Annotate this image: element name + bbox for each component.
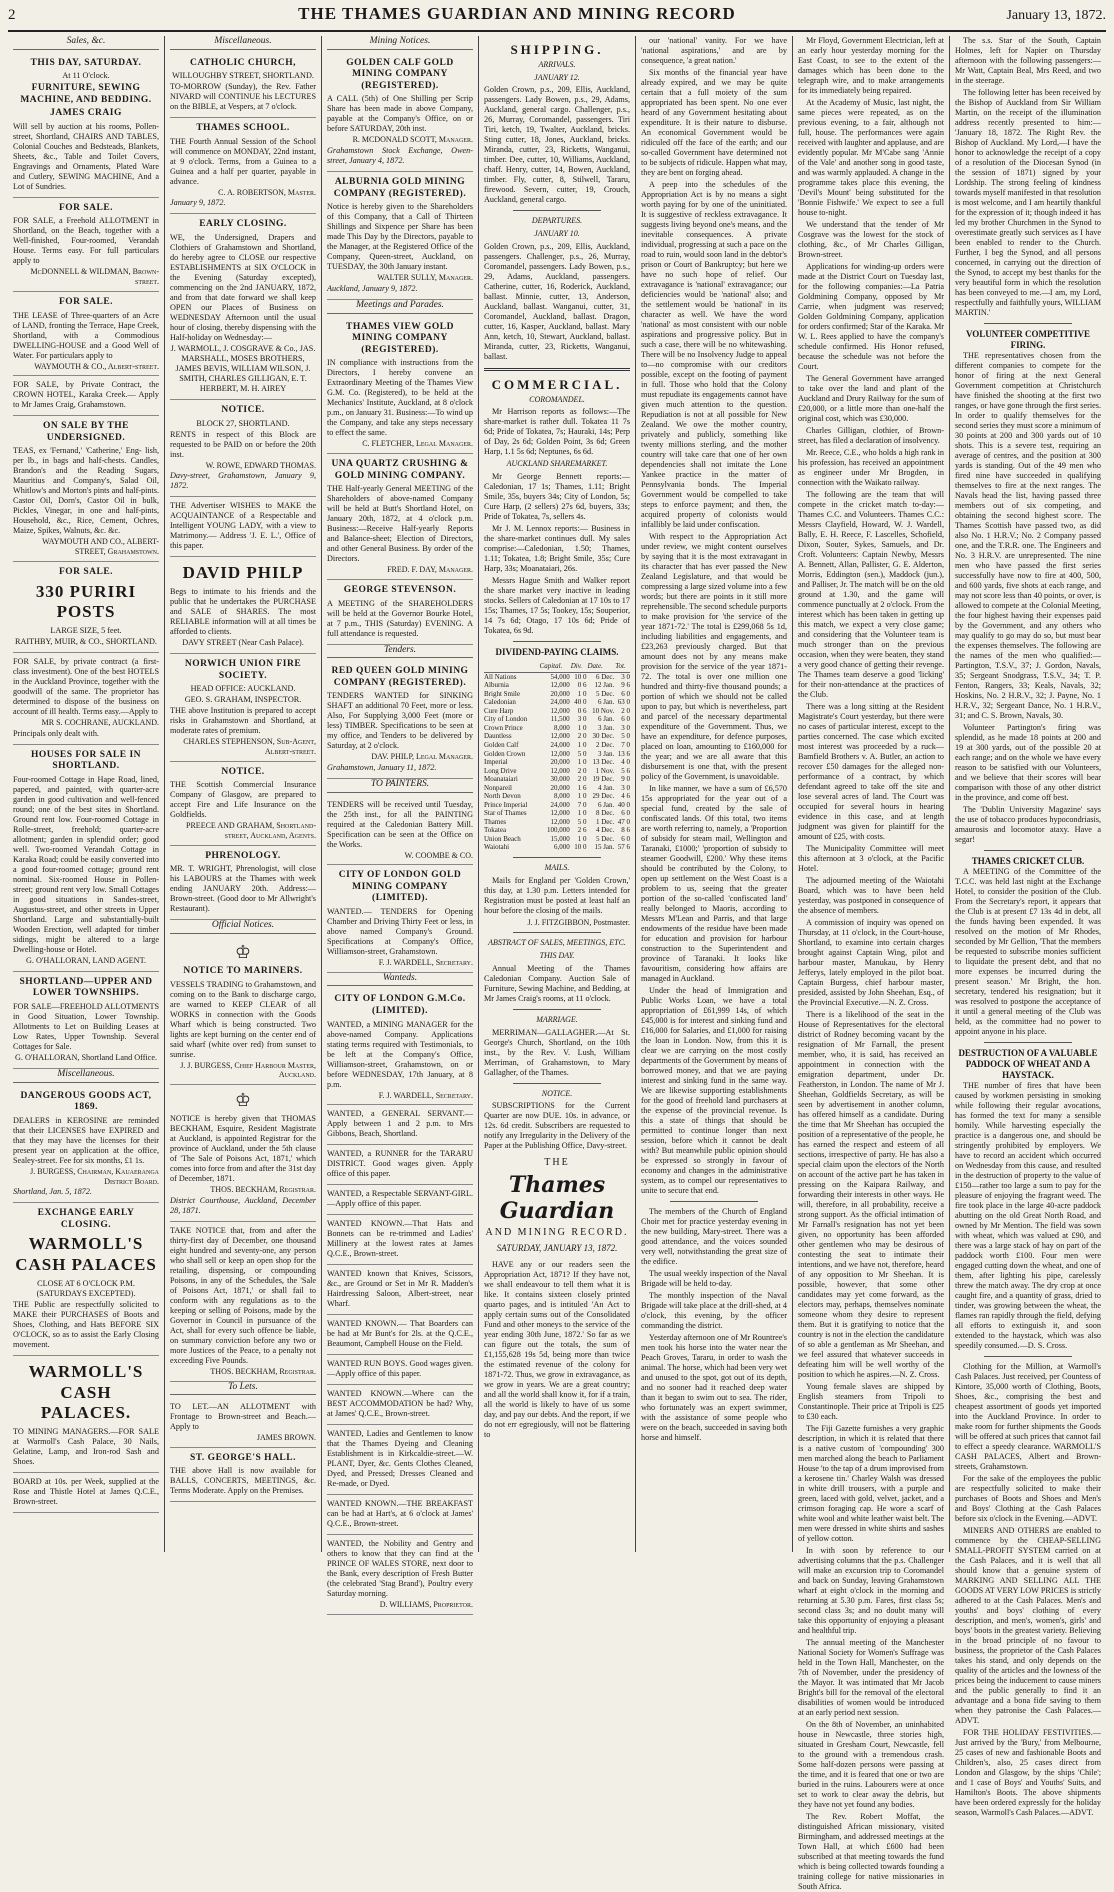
- table-cell: 3 0: [621, 672, 630, 681]
- advertisement: ALBURNIA GOLD MINING COMPANY (REGISTERED). Notice is hereby given to the Shareholders of this Company, that a Call of Thirteen Shillings and Sixpence per Share has been made This Day by the Directors, payable to the Manager, at the Registered Office of the Company, Queen-street, Auckland, on TUESDAY, the 30th January instant. WALTER SULLY, Manager. Auckland, January 9, 1872.: [327, 172, 473, 300]
- table-cell: 12,000: [550, 809, 570, 818]
- table-cell: 1 Dec.: [596, 817, 615, 826]
- section-heading: Sales, &c.: [13, 36, 159, 50]
- advertisement: FOR SALE, by Private Contract, the CROWN HOTEL, Karaka Creek.— Apply to Mr James Craig, Grahamstown.: [13, 376, 159, 416]
- table-cell: Long Drive: [484, 766, 517, 775]
- table-row: [484, 750, 630, 759]
- table-cell: 6 0: [621, 689, 630, 698]
- table-cell: 6 Jan.: [597, 800, 615, 809]
- table-cell: 2 0: [621, 706, 630, 715]
- table-cell: 30 Dec.: [592, 732, 615, 741]
- table-row: [484, 758, 630, 767]
- table-cell: 8 6: [621, 826, 630, 835]
- table-cell: 57 6: [617, 843, 630, 852]
- advertisement: WANTED, Ladies and Gentlemen to know that the Thames Dyeing and Cleaning Establishment is in Kirkcaldie-street.—W. PLANT, Dyer, &c. Gents Clothes Cleaned, Dyed, and Pressed; Dresses Cleaned and Re-made, or Dyed.: [327, 1425, 473, 1495]
- table-cell: 12,000: [550, 817, 570, 826]
- table-cell: 2 0: [577, 775, 587, 784]
- table-cell: Alburnia: [484, 681, 509, 690]
- table-cell: 6 Jan.: [597, 698, 615, 707]
- table-cell: 12,000: [550, 749, 570, 758]
- advertisement: NOTICE. BLOCK 27, SHORTLAND. RENTS in respect of this Block are requested to be PAID on or before the 20th inst. W. ROWE, EDWARD THOMAS. Davy-street, Grahamstown, January 9, 1872.: [170, 400, 316, 497]
- table-cell: 4 Jan.: [597, 783, 615, 792]
- advertisement: FOR SALE, by private contract (a first-class investment). One of the best HOTELS in the Auckland Province, together with the goodwill of the same. The proprietor has determined to dispose of the business on account of ill health. Terms easy.—Apply to MR S. COCHRANE, AUCKLAND. Principals only dealt with.: [13, 653, 159, 745]
- table-cell: 1 Nov.: [595, 766, 615, 775]
- advertisement: ON SALE BY THE UNDERSIGNED. TEAS, ex 'Fernand,' 'Catherine,' Eng- lish, per lb., in bags and half-chests. Candles, Brandon's and the Reading Sugars, Mauritius and Company's, Salad Oil, Whitlow's and Morton's pints and half-pints. Castor Oil, Dorn's, Castor Oil in bulk, Pickles, Vinegar, in one and half-pints, Household, &c., Rice, Cement, Ochres, Maize, Spikes, Walnuts, &c. &c. WAYMOUTH AND CO., ALBERT-STREET, Grahamstown.: [13, 416, 159, 562]
- table-cell: 30,000: [550, 775, 570, 784]
- table-row: [484, 724, 630, 733]
- table-cell: 6 Jan.: [597, 715, 615, 724]
- advertisement: WARMOLL'S CASH PALACES. TO MINING MANAGERS.—FOR SALE at Warmoll's Cash Palace, 30 Nails, Gelatine, Lamp, and Iron-rod Sash and Shoes.: [13, 1356, 159, 1473]
- table-cell: 9 0: [621, 775, 630, 784]
- table-cell: Cure Harp: [484, 706, 514, 715]
- table-cell: 15,000: [550, 834, 570, 843]
- table-cell: 24,000: [550, 800, 570, 809]
- advertisement: RED QUEEN GOLD MINING COMPANY (REGISTERED). TENDERS WANTED for SINKING SHAFT an additional 70 Feet, more or less. Also, For Supplying 3,000 Feet (more or less) TIMBER. Specifications to be seen at my office, and Tenders to be delivered by Saturday, at 2 o'clock. DAV. PHILP, Legal Manager. Grahamstown, January 11, 1872.: [327, 661, 473, 779]
- advertisement: EARLY CLOSING. WE, the Undersigned, Drapers and Clothiers of Grahamstown and Shortland, do hereby agree to CLOSE our respective ESTABLISHMENTS at SIX O'CLOCK in the Evening (Saturday excepted), commencing on the 2nd JANUARY, 1872, and from that date forward we shall keep OPEN our Places of Business on WEDNESDAY Afternoon until the usual hour of closing, thereby dispensing with the Half-holiday on Wednesday:— J. WARMOLL, J. COSGRAVE & Co., JAS. MARSHALL, MOSES BROTHERS, JAMES BEVIS, WILLIAM WILSON, J. SMITH, CHARLES GILLIGAN, E. T. HERBERT, M. H. AIREY: [170, 214, 316, 400]
- advertisement: FOR SALE. 330 PURIRI POSTS LARGE SIZE, 5 feet. RAITHBY, MUIR, & CO., SHORTLAND.: [13, 562, 159, 653]
- table-row: [484, 698, 630, 707]
- page-number: 2: [8, 7, 16, 23]
- table-row: [484, 843, 630, 852]
- table-row: [484, 715, 630, 724]
- table-cell: 20,000: [550, 689, 570, 698]
- advertisement: EXCHANGE EARLY CLOSING. WARMOLL'S CASH PALACES CLOSE AT 6 O'CLOCK P.M. (SATURDAYS EXCEPTED). THE Public are respectfully solicited to MAKE their PURCHASES of Boots and Shoes, Clothing, and Hats BEFORE SIX O'CLOCK, so as to assist the Early Closing movement.: [13, 1203, 159, 1356]
- table-cell: 12,000: [550, 681, 570, 690]
- table-row: [484, 767, 630, 776]
- table-row: [484, 801, 630, 810]
- table-row: [484, 784, 630, 793]
- advertisement: GEORGE STEVENSON. A MEETING of the SHAREHOLDERS will be held at the Governor Bourke Hotel, at 7 p.m., THIS (Saturday) EVENING. A full attendance is requested.: [327, 580, 473, 645]
- royal-crest-icon: ♔: [234, 942, 252, 963]
- table-cell: 6 0: [621, 834, 630, 843]
- table-cell: 10 Nov.: [592, 706, 615, 715]
- section-heading: TO PAINTERS.: [327, 779, 473, 793]
- article-heading: THAMES CRICKET CLUB.: [971, 855, 1085, 866]
- advertisement: NORWICH UNION FIRE SOCIETY. HEAD OFFICE: AUCKLAND. GEO. S. GRAHAM, INSPECTOR. THE above Institution is prepared to accept risks in Grahamstown and Shortland, at moderate rates of premium. CHARLES STEPHENSON, Sub-Agent, Albert-street.: [170, 654, 316, 762]
- table-cell: 3 0: [621, 723, 630, 732]
- table-cell: 20,000: [550, 783, 570, 792]
- table-cell: 7 0: [621, 740, 630, 749]
- table-cell: 1 0: [577, 689, 587, 698]
- table-cell: 8,000: [553, 723, 570, 732]
- table-cell: North Devon: [484, 792, 521, 801]
- table-cell: 1 0: [577, 758, 587, 767]
- advertisement: CITY OF LONDON GOLD MINING COMPANY (LIMITED). WANTED.— TENDERS for Opening Chamber and Driving Thirty Feet or less, in above named Company's Ground. Specifications at Company's Office, Williamson-street, Grahamstown. F. J. WARDELL, Secretary.: [327, 865, 473, 972]
- table-row: [484, 707, 630, 716]
- table-cell: 5 0: [577, 749, 587, 758]
- table-cell: 11,500: [550, 715, 570, 724]
- table-cell: 12,000: [550, 706, 570, 715]
- shipping-heading: SHIPPING.: [510, 42, 604, 57]
- column-5: our 'national' vanity. For we have 'national aspirations,' and are by consequence, 'a great nation.' Six months of the financial year have already expired, and we may be quite certain that a full moiety of the sum appropriated has been spent. No one ever heard of any Government hesitating about expenditure. It is their nature to disburse. An economical Government would be ridiculed off the face of the earth; and our so-called Government have determined not to be subjects of ridicule. Happen what may, they are bent on forging ahead. A peep into the schedules of the Appropriation Act is by no means a sight worth paying for by one of the uninitiated. It is suggestive of reckless extravagance. It suggests living beyond one's means, and the inevitable consequences. A private individual, progressing at such a pace on the road to ruin, would soon land in the debtor's prison or Court of Bankruptcy; but here we have no such hope of relief. Our extravagance is 'national' extravagance; our deficiencies would be 'national' also; and the settlement would be 'national' in its character as well. We have the word 'national' as most consistent with our noble aspirations and progressive policy. But in such a case, there will be no whitewashing. There will be no Insolvency Judge to appeal to—no compromise with our creditors possible, except on the footing of payment in full. Those who hold that the Colony must repudiate its engagements cannot have given much attention to the question. Repudiation is not at all possible for New Zealand. We owe the mother country, privately and publicly, something like twenty millions sterling, and the mother country will take care that one of her own dependencies shall not imitate the Lone Yankee practice in the matter of Pennsylvania bonds. The Imperial Government would be compelled to take steps to enforce payment; and then, the acquired property of colonists would infallibly be laid under confiscation. With respect to the Appropriation Act under review, we might content ourselves by saying that it is the most extravagant in its character that has ever passed the New Zealand Legislature, and that would be compressing a large sized volume into a few words; but there are points in it still more reprehensible. The second schedule purports to make provision for 'the service of the year 1871-72.' The total is £299,068 5s 1d, including liabilities and engagements, and £23,263 previously charged. But that amount does not by any means make provision for the service of the year 1871-72. The total is over one million one hundred and thirty-five thousand pounds; a portion of which we should not be called upon to pay, but which is nevertheless, part and parcel of the necessary departmental expenditure of the Government. Thus, we have an expenditure, for defence purposes, placed on loan, amounting to £160,000 for the year; and we are all aware that this disbursement is one that, with the present policy of the Government, is unavoidable. In like manner, we have a sum of £6,570 15s appropriated for the year out of a special fund, created by the sale of confiscated lands. Of this total, two items are worth referring to, namely, a 'Proportion of subsidy for steam mail, Wellington and Taranaki, £1000;' 'proportion of subsidy to steamer Goodwill, £200.' Why these items should be contributed by the Colony, to open up settlement on the West Coast is a problem to us, seeing that the greater portion of the so-called 'confiscated land' really belonged to Maoris, according to Messrs M'Lean and Parris, and that large endowments of the residue have been made for education and provision for harbour construction to the Superintendent and province of Taranaki. It looks like favouritism, considering how affairs are managed in Auckland. Under the head of Immigration and Public Works Loan, we have a total appropriation of £61,999 14s, of which £45,000 is for interest and sinking fund and £16,000 for Salaries, and £1,000 for raising the loan in London. Now, from this it is clear we are carrying on the most costly departments of the Government by means of borrowed money, and that we are paying interest and sinking fund in the same way. We are likewise supporting establishments for the good of freehold land purchasers at the expense of the provincial revenue. Is this a state of things that should be permitted to continue longer than next session, before which it cannot be dealt with? But meanwhile public opinion should be expressed so strongly in favour of economy and changes in the administrative system, as to compel our representatives to unite to secure that end. The members of the Church of England Choir met for practice yesterday evening in the new building, Mary-street. There was a good attendance, and the voices sounded very well, notwithstanding the great size of the edifice. The usual weekly inspection of the Naval Brigade will be held to-day. The monthly inspection of the Naval Brigade will take place at the drill-shed, at 4 o'clock, this evening, by the officer commanding the district. Yesterday afternoon one of Mr Rountree's men took his horse into the water near the Peach Groves, Tararu, in order to wash the animal. The horse, which had been very wet and unused to the spot, got out of its depth, and no sooner had it reached deep water than it began to swim out to sea. The rider, who fortunately was an expert swimmer, with the assistance of some people who were on the beach, succeeded in saving both horse and himself.: [636, 36, 793, 1552]
- table-header: Tot.: [614, 661, 630, 672]
- advertisement: WANTED, the Nobility and Gentry and others to know that they can find at the PRINCE OF WALES STORE, next door to the Bank, every description of Fresh Butter (the celebrated 'Stag Brand'), Poultry every Saturday morning. D. WILLIAMS, Proprietor.: [327, 1535, 473, 1615]
- table-cell: Star of Thames: [484, 809, 527, 818]
- table-row: [484, 818, 630, 827]
- table-cell: 5 0: [621, 732, 630, 741]
- table-cell: 4 0: [621, 758, 630, 767]
- table-row: [484, 681, 630, 690]
- issue-date: January 13, 1872.: [1006, 8, 1106, 23]
- advertisement: BOARD at 10s. per Week, supplied at the Rose and Thistle Hotel at James Q.C.E., Brown-street.: [13, 1473, 159, 1513]
- article-heading: DESTRUCTION OF A VALUABLE PADDOCK OF WHEAT AND A HAYSTACK.: [958, 1047, 1098, 1080]
- table-cell: 12 Jan.: [594, 681, 615, 690]
- table-cell: 2 0: [577, 732, 587, 741]
- table-cell: 3 Jan.: [597, 749, 615, 758]
- table-cell: 4 Dec.: [596, 826, 615, 835]
- table-cell: 5 6: [621, 766, 630, 775]
- advertisement: HOUSES FOR SALE IN SHORTLAND. Four-roomed Cottage in Hape Road, lined, papered, and painted, with quarter-acre garden in good cultivation and well-fenced round; one of the best sites in Shortland. Ground rent low. Four-roomed Cottage in Rolle-street, freehold; quarter-acre allotment; garden in splendid order; good well. Two-roomed Verandah Cottage in Karaka Road; could be easily converted into a good four-roomed cottage; ground rent nominal. Six-roomed House in Pollen-street; ground rent very low. Small Cottages in good situations in Sandes-street, Augustus-street, and other streets in Upper Shortland. Large and substantially-built Wooden Erection, well adapted for timber sidings, might be altered to a large Dwelling-house or Hotel. G. O'HALLORAN, LAND AGENT.: [13, 745, 159, 972]
- table-cell: 19 Dec.: [592, 775, 615, 784]
- columns: [8, 36, 1106, 1891]
- table-cell: 1 0: [577, 834, 587, 843]
- advertisement: FOR SALE. FOR SALE, a Freehold ALLOTMENT in Shortland, on the Beach, together with a Well-finished, Four-roomed, Verandah House. Terms easy. For full particulars apply to McDONNELL & WILDMAN, Brown-street.: [13, 198, 159, 292]
- royal-crest-icon: ♔: [234, 1090, 252, 1111]
- table-cell: 1 0: [577, 740, 587, 749]
- table-cell: Prince Imperial: [484, 800, 528, 809]
- section-heading: Tenders.: [327, 645, 473, 659]
- table-cell: 12,000: [550, 766, 570, 775]
- table-cell: 2 Dec.: [596, 740, 615, 749]
- table-row: [484, 775, 630, 784]
- advertisement: WANTED KNOWN.—Where can the BEST ACCOMMODATION be had? Why, at James' Q.C.E., Brown-street.: [327, 1385, 473, 1425]
- table-cell: 100,000: [546, 826, 570, 835]
- table-cell: Moanataiari: [484, 775, 518, 784]
- advertisement: WANTED known that Knives, Scissors, &c., are Ground or Set in Mr R. Madden's Hairdressing Saloon, Albert-street, near Wharf.: [327, 1265, 473, 1315]
- article-heading: VOLUNTEER COMPETITIVE FIRING.: [965, 329, 1091, 350]
- table-cell: 0 6: [577, 681, 587, 690]
- advertisement: UNA QUARTZ CRUSHING & GOLD MINING COMPANY. THE Half-yearly General MEETING of the Shareholders of above-named Company will be held at Butt's Shortland Hotel, on January 20th, 1872, at 4 o'clock p.m. Business:—Receive Half-yearly Reports and Balance-sheet; Election of Directors, and other General Business. By order of the Directors. FRED. F. DAY, Manager.: [327, 454, 473, 580]
- table-cell: 40 0: [574, 698, 587, 707]
- table-cell: 2 0: [577, 766, 587, 775]
- table-cell: Dauntless: [484, 732, 512, 741]
- table-header: Capital.: [539, 661, 570, 672]
- advertisement: THIS DAY, SATURDAY. At 11 O'clock. FURNITURE, SEWING MACHINE, AND BEDDING. JAMES CRAIG Will sell by auction at his rooms, Pollen-street, Shortland, CHAIRS AND TABLES, Colonial Couches and Bedsteads, Blankets, Sheets, &c., Table and Toilet Covers, Engravings and Ornaments, Plated Ware and Cutlery, SEWING MACHINE, And a Lot of Sundries.: [13, 53, 159, 198]
- table-cell: 63 0: [617, 698, 630, 707]
- table-row: [484, 732, 630, 741]
- advertisement: WANTED RUN BOYS. Good wages given.—Apply office of this paper.: [327, 1355, 473, 1385]
- table-cell: Golden Calf: [484, 740, 519, 749]
- table-cell: 6,000: [553, 843, 570, 852]
- table-row: [484, 826, 630, 835]
- advertisement: TENDERS will be received until Tuesday, the 25th inst., for all the PAINTING required at the Caledonian Battery Mill. Specification can be seen at the Office on the Works. W. COOMBE & CO.: [327, 796, 473, 866]
- table-cell: 1 0: [577, 809, 587, 818]
- advertisement: THAMES VIEW GOLD MINING COMPANY (REGISTERED). IN compliance with instructions from the Directors, I hereby convene an Extraordinary Meeting of the Thames View G.M. Co. (Registered), to be held at the Mechanics' Institute, Auckland, at 8 o'clock p.m., on January 31. Business:—To wind up the Company, and take any steps necessary to effect the same. C. FLETCHER, Legal Manager.: [327, 317, 473, 454]
- table-cell: 6 Dec.: [596, 672, 615, 681]
- table-cell: 8,000: [553, 792, 570, 801]
- table-cell: 9 6: [621, 681, 630, 690]
- table-cell: 3 0: [577, 715, 587, 724]
- advertisement: ♔ NOTICE TO MARINERS. VESSELS TRADING to Grahamstown, and coming on to the Bank to discharge cargo, are warned to KEEP CLEAR of all WORKS in connection with the Goods Wharf which is being constructed. Two lights are kept burning on the center end of said wharf (white over red) from sunset to sunrise. J. J. BURGESS, Chief Harbour Master, Auckland.: [170, 937, 316, 1085]
- column-3: [322, 36, 479, 1610]
- table-cell: 1 0: [577, 723, 587, 732]
- column-2: [165, 36, 322, 1552]
- advertisement: NOTICE. THE Scottish Commercial Insurance Company of Glasgow, are prepared to accept Fire and Life Insurance on the Goldfields. PREECE AND GRAHAM, Shortland-street, Auckland, Agents.: [170, 762, 316, 846]
- section-heading: Meetings and Parades.: [327, 300, 473, 314]
- table-header: [484, 661, 539, 672]
- table-cell: Nonpareil: [484, 783, 512, 792]
- masthead: [8, 4, 1106, 32]
- table-cell: Union Beach: [484, 834, 521, 843]
- advertisement: TAKE NOTICE that, from and after the thirty-first day of December, one thousand eight hundred and seventy-one, any person who shall sell or keep an open shop for the retailing, dispensing, or compounding Poisons, in any of the Schedules, the 'Sale of Poisons Act, 1871,' or shall fail to conform with any regulations as to the keeping or selling of Poisons, made by the Governor in Council in pursuance of the Act, shall for every such offence be liable, on summary conviction before any two or more Justices of the Peace, to a penalty not exceeding Five Pounds. THOS. BECKHAM, Registrar.: [170, 1222, 316, 1382]
- table-cell: Thames: [484, 817, 507, 826]
- column-6: Mr Floyd, Government Electrician, left at an early hour yesterday morning for the East Coast, to see to the extent of the damages which has been done to the telegraph wire, and to make arrangements for its immediately being repaired. At the Academy of Music, last night, the same pieces were repeated, as on the previous evening, to a fair, although not full, house. The performances were again received with laughter and applause, and are evidently popular. Mr M'Cabe sang 'Annie of the Vale' and another song in good taste, and was warmly applauded. A change in the programme takes place this evening, the 'Devil's Mount' being substituted for the 'Bonnie Fishwife.' We expect to see a full house to-night. We understand that the tender of Mr Cosgrave was the lowest for the stock of clothing, &c., of Mr Charles Gilligan, Brown-street. Applications for winding-up orders were made at the District Court on Tuesday last, for the following companies:—La Patria Goldmining Company, opposed by Mr Carrie, when judgment was reserved; Golden Goldmining Company, application for orders confirmed; Star of the Karaka. Mr W. L. Rees applied to have the company's schedule confirmed. His Honor refused, because the schedule was not before the Court. The General Government have arranged to take over the land and plant of the Auckland and Drury Railway for the sum of £20,000, or a little more than one-half the original cost, which was £30,000. Charles Gilligan, clothier, of Brown-street, has filed a declaration of insolvency. Mr. Reece, C.E., who holds a high rank in his profession, has received an appointment as engineer under Mr Brogden, in connection with the Waikato railway. The following are the team that will compete in the cricket match to-day:—Thames C.C. and Volunteers. Thames C.C.: Messrs Clayfield, Howard, W. J. Wardell, Bally, E. H. Reece, F. Lascelles, Schofield, Dixon, Souter, Sykes, Samuels, and Dr. Croft. Volunteers: Captain Newby, Messrs A. Bennett, Allan, Pallister, G. E. Alderton, Morris, Eddington (sen.), Maddock (jun.), and Palliser, Jr. The match will be on the old ground at 1.30, and the game will commence punctually at 2 o'clock. From the interest which has been taken in getting up this match, we expect a very close game; and considering that the Volunteer team is much stronger than on the previous occasion, when they were beaten, they stand a very good chance of getting their revenge. The Thames team deserve a good 'licking' for their non-attendance at the practices of the Club. There was a long sitting at the Resident Magistrate's Court yesterday, but there were no cases of particular interest, except to the parties concerned. The case which excited most interest was proceeded by a ruck— Bamfield Brothers v. A. Butler, an action to recover £50 damages for the alleged non-performance of a contract, by which defendant agreed to take off the site and lose several acres of land. The Court was occupied for several hours in hearing evidence in this case, and at length judgment was given for plaintiff for the amount of £25, with costs. The Municipality Committee will meet this afternoon at 3 o'clock, at the Pacific Hotel. The adjourned meeting of the Waiotahi Board, which was to have been held yesterday, was postponed in consequence of the absence of members. A commission of inquiry was opened on Thursday, at 11 o'clock, in the Court-house, Shortland, to examine into certain charges brought against Captain Wing, pilot and harbour master, Manukau, by Henry Jefferys, lately employed in the pilot boat. Captain Burgess, chief harbour master, presided, assisted by John Sheehan, Esq., of the Provincial Executive.—N. Z. Cross. There is a likelihood of the seat in the House of Representatives for the electoral district of Rodney becoming vacant by the resignation of Mr Farnall, the present member, who, it is said, has received an appointment in connection with the emigration department, under Dr. Featherston, in London. The name of Mr J. Sheehan, Goldfields Secretary, as will be seen by advertisement in another column, has offered himself as a candidate. During the time that Mr Sheehan has occupied the position of a representative of the people, he has earned the respect and esteem of all sections, irrespective of party. He has also a special claim upon the electors of the North on account of the active part he has taken in pressing on the Kaipara Railway, and forwarding their interests in other ways. He will, therefore, in all probability, receive a strong support. As the official intimation of Mr Farnall's resignation has not yet been given, no opportunity has been afforded other gentlemen who may be desirous of contesting the seat to intimate their intentions, and we have not, therefore, heard of any opposition to Mr Sheehan. It is possible, however, that some other candidates may yet come forward, as the electors may, perhaps, themselves nominate someone whom they desire to represent them. But it is gratifying to notice that the country is not in the election the candidature of so able a gentleman as Mr Sheehan, and we feel assured that whatever succeeds in defeating him will be well worthy of the position to which he aspires.—N. Z. Cross. Young female slaves are shipped by English steamers from Tripoli to Constantinople. Their price at Tripoli is £25 to £30 each. The Fiji Gazette furnishes a very graphic description, in which it is related that there is a native custom of 'compounding' 300 men marched along the beach to Parliament House 'to the tap of a drum improvised from a kerosene tin.' Charley Walsh was dressed in white drill trousers, with a purple and green, laced with gold, velvet, jacket, and a crimson foraging cap. He wore a scarf of white wool and white leather waist belt. The men were dressed in white shirts and sashes of yellow cotton. In with soon by reference to our advertising columns that the p.s. Challenger will make an excursion trip to Coromandel and back on Sunday, leaving Grahamstown wharf at eight o'clock in the morning and returning at 5.30 p.m. Fares, first class 5s; second class 3s; and no doubt many will take this opportunity of enjoying a pleasant and healthful trip. The annual meeting of the Manchester National Society for Women's Suffrage was held in the Town Hall, Manchester, on the 7th of November, under the presidency of the Mayor. It was intimated that Mr Jacob Bright's bill for the removal of the electoral disabilities of women would be introduced at an early period next session. On the 8th of November, an uninhabited house in Newcastle, three stories high, situated in Gresham Court, Newcastle, fell to the ground with a tremendous crash. Some half-dozen persons were passing at the time, and it is feared that one or two are buried in the ruins. Labourers were at once set to work to clear away the debris, but they have not yet found any bodies. The Rev. Robert Moffat, the distinguished African missionary, visited Birmingham, and addressed meetings at the Town Hall, at which £600 had been subscribed at that meeting towards the fund which is being collected towards founding a training college for native missionaries in South Africa.: [793, 36, 950, 1552]
- advertisement: THAMES SCHOOL. THE Fourth Annual Session of the School will commence on MONDAY, 22nd instant, at 9 o'clock. Terms, from a Guinea to a Guinea and a half per quarter, payable in advance. C. A. ROBERTSON, Master. January 9, 1872.: [170, 118, 316, 214]
- section-heading: Mining Notices.: [327, 36, 473, 50]
- table-cell: Golden Crown: [484, 749, 526, 758]
- table-cell: 0 6: [577, 706, 587, 715]
- table-cell: 10 0: [574, 672, 587, 681]
- table-cell: 20,000: [550, 758, 570, 767]
- section-heading: Miscellaneous.: [170, 36, 316, 50]
- table-cell: 6 0: [621, 809, 630, 818]
- table-cell: 5 Dec.: [596, 834, 615, 843]
- newspaper-flag: THE Thames Guardian AND MINING RECORD. SATURDAY, JANUARY 13, 1872.: [485, 1157, 629, 1254]
- advertisement: CITY OF LONDON G.M.Co. (LIMITED). WANTED, a MINING MANAGER for the above-named Company. Applications stating terms required with Testimonials, to be left at the Company's Office, Williamson-street, Grahamstown, on or before WEDNESDAY, 17th January, at 8 p.m. F. J. WARDELL, Secretary.: [327, 989, 473, 1105]
- column-7: The s.s. Star of the South, Captain Holmes, left for Napier on Thursday afternoon with the following passengers:—Mr Watt, Captain Beal, Mrs Reed, and two in the steerage. The following letter has been received by the Bishop of Auckland from Sir William Martin, on the receipt of the illumination address recently presented to him:— 'January 18, 1872. The Right Rev. the Bishop of Auckland. My Lord,—I have the honor to acknowledge the receipt of a copy of a resolution of the Diocesan Synod (in the session of 1871) signed by your Lordship. The strong feeling of kindness towards myself manifested in that resolution is most welcome, and I am heartily thankful for the expression of it; though indeed it has led my brother Churchmen in the Synod to overestimate greatly such services as I have been enabled to render to the Church. Further, I beg the Synod, and all persons concerned, in carrying out the direction of the Synod, to accept my best thanks for the very beautiful form in which the resolution has been conveyed to me.—I am, my Lord, respectfully and faithfully yours, WILLIAM MARTIN.' VOLUNTEER COMPETITIVE FIRING. THE representatives chosen from the different companies to compete for the honor of firing at the next General Government competition at Christchurch have finished the shooting at the first two ranges, or have gone through the first series. In order to qualify themselves for the second series they must score a minimum of 30 points at 200 and 300 yards out of 10 shots. This is a severe test, requiring an average of centres, and the position at 300 yards is standing. Out of the 49 men who fired nine have succeeded in qualifying themselves to fire at the next ranges. The Navals head the list, having passed three members out of six competing, and obtaining the second highest score. The Thames Scottish have passed two, as did also No. 1 H.R.V.; No. 2 Company passed one, and the T.R.R. one. The Engineers and No. 3 H.R.V. are unrepresented. The nine men who have passed the first series successfully have now to fire at 400, 500, and 600 yards, five shots at each range, and may not score less than 40 points, or over, is allowed to compete at the Colonial Meeting, the four highest having their expenses paid by the Government, and any others who may qualify to go may do so, but must bear the expenses themselves. The following are the names of the men who qualified:— Partington, T.S.V., 37; J. Gordon, Navals, 35; Sergeant Snodgrass, T.S.V., 34; T. P. Fenton, Rangers, 33; Keals, Navals, 32; Hoskins, No. 2 H.R.V., 32; J. Payne, No. 1 H.R.V., 32; Sergeant Dance, No. 1 H.R.V., 31; and C. S. Brown, Navals, 30. Volunteer Partington's firing was splendid, as he made 18 points at 200 and 19 at 300 yards, out of the possible 20 at each range; and on the whole we have every reason to be satisfied with our Volunteers, and we believe that their scores will bear comparison with those of any other district in the province, and come off best. The 'Dublin University Magazine' says the use of tobacco produces hypocondriasis, amaurosis and locomotor ataxy. Have a segar! THAMES CRICKET CLUB. A MEETING of the Committee of the T.C.C. was held last night at the Exchange Hotel, to consider the position of the Club. From the Secretary's report, it appears that the Club is at present £7 13s 4d in debt, all the funds having been expended. It was resolved on the motion of Mr Rhodes, seconded by Mr Gellion, 'That the members be requested to subscribe monies sufficient to liquidate the present debt, and that no more expenses be incurred during the present season.' Mr Bright, the hon. secretary, tendered his resignation; but it was resolved to postpone the acceptance of it until a general meeting of the Club was held, as the committee had no power to appoint anyone in his place. DESTRUCTION OF A VALUABLE PADDOCK OF WHEAT AND A HAYSTACK. THE number of fires that have been caused by workmen persisting in smoking while following their regular avocations, has formed the text for many a sensible homily. While harvesting especially the practice is a dangerous one, and should be stringently prohibited by employers. We have to record an accident which occurred on Wednesday from this cause, and resulted in the destruction of property to the value of £150—rather too large a sum to pay for the pleasure of enjoying the fragrant weed. The fire took place in the large 40-acre paddock abutting on the old Great North Road, and owned by Mr Mention. The field was sown with wheat, which was valued at £90, and there was a large stack of hay on part of the paddock worth £100. Four men were engaged cutting down the wheat, and one of them, after lighting his pipe, carelessly threw the match away. The dry crop at once caught fire, and a quantity of grass, dried to tinder, was growing between the wheat, the flames ran rapidly through the field, defying all efforts to extinguish it, and soon extended to the haystack, which was also speedily consumed.—D. S. Cross. Clothing for the Million, at Warmoll's Cash Palaces. Just received, per Countess of Kintore, 35,000 worth of Clothing, Boots, Shoes, &c., comprising the best and cheapest assortment of goods yet imported into the Auckland Province. In order to make room for further shipments the Goods will be offered at such prices that cannot fail to effect a speedy clearance. WARMOLL'S CASH PALACES, Albert and Brown-streets, Grahamstown. For the sake of the employees the public are respectfully solicited to make their purchases of Boots and Shoes and Men's and Boys' Clothing at the Cash Palaces before six o'clock in the Evening.—ADVT. MINERS AND OTHERS are enabled to commence by the CHEAP-SELLING SMALL-PROFIT SYSTEM carried on at the Cash Palaces, and it is well that all should know that a genuine system of MARKING AND SELLING ALL THE GOODS AT VERY LOW PRICES is strictly adhered to at the Cash Palaces. Men's and youths' and boys' clothing of every description, and men's, women's, girls' and boys' boots in the greatest variety. Believing in the broad principle of no favour to business, the proprietor of the Cash Palaces takes his stand, and only depends on the quality of the articles and the lowness of the prices being the inducement to cause miners and the public generally to find it an advantage and a bona fide saving to them when they patronise the Cash Palaces.—ADVT. FOR THE HOLIDAY FESTIVITIES.—Just arrived by the 'Bury,' from Melbourne, 25 cases of new and fashionable Boots and Children's, also, 25 cases direct from London and Glasgow, by the ships 'Chile'; and 1 case of Boys' and Youths' Suits, and Hamilton's Boots. The above shipments have been ordered expressly for the holiday season, Warmoll's Cash Palaces.—ADVT.: [955, 36, 1101, 1817]
- table-header: Div.: [570, 661, 587, 672]
- table-header: Date.: [586, 661, 614, 672]
- table-cell: 6 0: [621, 715, 630, 724]
- advertisement: TO LET.—AN ALLOTMENT with Frontage to Brown-street and Beach.—Apply to JAMES BROWN.: [170, 1398, 316, 1448]
- section-heading: To Lets.: [170, 1382, 316, 1396]
- table-row: [484, 672, 630, 681]
- advertisement: PHRENOLOGY. MR. T. WRIGHT, Phrenologist, will close his LABOURS at the Thames with week ending JANUARY 20th. Address:— Brown-street. (Good door to Mr Allwright's Restaurant).: [170, 846, 316, 921]
- column-1: [8, 36, 165, 1552]
- table-cell: 8 Dec.: [596, 809, 615, 818]
- advertisement: WANTED KNOWN.— That Boarders can be had at Mr Bunt's for 2ls. at the Q.C.E., Beaumont, Campbell House on the Field.: [327, 1315, 473, 1355]
- section-heading: Miscellaneous.: [13, 1069, 159, 1083]
- editorial: HAVE any or our readers seen the Appropriation Act, 1871? If they have not, we shall endeavour to tell them what it is like. It contains sixteen closely printed quarto pages, and is intituled 'An Act to apply certain sums out of the Consolidated Fund and other moneys to the service of the year ending 30th June, 1872.' So far as we can figure out the totals, the sum of £1,155,628 19s 5d, being more than twice the estimated revenue of the colony for 1871-72. Thus, we grow in extravagance, as we grow in years. We are a great country; and all the world shall know it, for if a train, all the world is likely to have of us some day, and pay our debts. And the report, if we do not err egregiously, will not be flattering to: [484, 1260, 630, 1440]
- advertisement: ♔ NOTICE is hereby given that THOMAS BECKHAM, Esquire, Resident Magistrate at Auckland, is appointed Registrar for the province of Auckland, under the 5th clause of 'The Sale of Poisons Act, 1871,' which comes into force from and after the 31st day of December, 1871. THOS. BECKHAM, Registrar. District Courthouse, Auckland, December 28, 1871.: [170, 1085, 316, 1222]
- table-cell: 5 Dec.: [596, 689, 615, 698]
- table-cell: 47 0: [617, 817, 630, 826]
- table-row: [484, 809, 630, 818]
- column-4: SHIPPING. ARRIVALS. JANUARY 12. Golden Crown, p.s., 209, Ellis, Auckland, passengers. Lady Bowen, p.s., 29, Adams, Auckland, general cargo. Challenger, p.s., 26, Murray, Coromandel, passengers. Tiri Tiri, ketch, 19, Twalter, Auckland, bricks. Sting cutter, 18, Jones, Auckland, bricks. Miranda, cutter, 23, Ricketts, Wanganui, timber. Dee, cutter, 10, Williams, Auckland, chaff. Henry, cutter, 14, Bowen, Auckland, timber. Fly, cutter, 8, Stilwell, Tararu, firewood. Severn, cutter, 19, Crouch, Auckland, general cargo. DEPARTURES. JANUARY 10. Golden Crown, p.s., 209, Ellis, Auckland, passengers. Challenger, p.s., 26, Murray, Coromandel, passengers. Lady Bowen, p.s., 29, Adams, Auckland, passengers. Catherine, cutter, 16, Roderick, Auckland, ballast. Minnie, cutter, 13, Anderson, Auckland, ballast. Wanganui, cutter, 31, Coromandel, Auckland, ballast. Dragon, cutter, 16, Kasper, Auckland, ballast. Mary Ann, ketch, 10, Stewart, Auckland, ballast. Miranda, cutter, 23, Ricketts, Wanganui, ballast. COMMERCIAL. COROMANDEL. Mr Harrison reports as follows:—The share-market is rather dull. Tokatea 11 7s 6d; Pride of Tokatea, 7s; Hauraki, 14s; Perp of Day, 2s 6d; Golden Point, 3s 6d; Green Harp, 1.1 5s 6d; Neptunes, 6s 6d. AUCKLAND SHAREMARKET. Mr George Bennett reports:—Caledonian, 17 1s; Thames, 1.11; Bright Smile, 35s, buyers 34s; City of London, 5s; Cure Harp, (2 sellers) 27s 6d, buyers, 33s; Pride of Tokatea, 7s, sellers 4s. Mr J. M. Lennox reports:— Business in the share-market continues dull. My sales comprise:—Caledonian, 1.50; Thames, 1.11; Tokatea, 1.8; Bright Smile, 35s; Cure Harp, 33s; Moanataiari, 26s. Messrs Hague Smith and Walker report the share market very inactive in leading stocks. Sellers of Caledonian at 17 10s to 17 15s; Thames, 17 5s; Tookey, 15s; Souperior, 14 7s 6d; Otago, 17 10s 6d; Pride of Tokatea, 6s 9d. DIVIDEND-PAYING CLAIMS. Capital. Div. Date. Tot. All Nations 54,000 10 0 6 Dec. 3 0 Alburnia 12,000 0 6 12 Jan. 9 6 Bright Smile 20,000 1 0 5 Dec. 6 0 Caledonian 24,000 40 0 6 Jan. 63 0 Cure Harp 12,000 0 6 10 Nov. 2 0 City of London 11,500 3 0 6 Jan. 6 0 Crown Prince 8,000 1 0 3 Jan. 3 0 Dauntless 12,000 2 0 30 Dec. 5 0 Golden Calf 24,000 1 0 2 Dec. 7 0 Golden Crown 12,000 5 0 3 Jan. 13 6 Imperial 20,000 1 0 13 Dec. 4 0 Long Drive 12,000 2 0 1 Nov. 5 6 Moanataiari 30,000 2 0 19 Dec. 9 0 Nonpareil 20,000 1 6 4 Jan. 3 0 North Devon 8,000 1 0 29 Dec. 4 6 Prince Imperial 24,000 7 0 6 Jan. 40 0 Star of Thames 12,000 1 0 8 Dec. 6 0 Thames 12,000 5 0 1 Dec. 47 0 Tokatea 100,000 2 6 4 Dec. 8 6 Union Beach 15,000 1 0 5 Dec. 6 0 Waiotahi 6,000 10 0 15 Jan. 57 6 MAILS. Mails for England per 'Golden Crown,' this day, at 1.30 p.m. Letters intended for Registration must be posted at least half an hour before the closing of the mails. J. J. FITZGIBBON, Postmaster. ABSTRACT OF SALES, MEETINGS, ETC. THIS DAY. Annual Meeting of the Thames Caledonian Company. Auction Sale of Furniture, Sewing Machine, and Bedding, at Mr James Craig's rooms, at 11 o'clock. MARRIAGE. MERRIMAN—GALLAGHER.—At St. George's Church, Shortland, on the 10th inst., by the Rev. V. Lush, William Merriman, of Grahamstown, to Mary Gallagher, of the Thames. NOTICE. SUBSCRIPTIONS for the Current Quarter are now DUE. 10s. in advance, or 12s. 6d credit. Subscribers are requested to notify any Irregularity in the Delivery of the Paper at the Publishing Office, Davy-street. THE Thames Guardian AND MINING RECORD. SATURDAY, JANUARY 13, 1872. HAVE any or our readers seen the Appropriation Act, 1871? If they have not, we shall endeavour to tell them what it is like. It contains sixteen closely printed quarto pages, and is intituled 'An Act to apply certain sums out of the Consolidated Fund and other moneys to the service of the year ending 30th June, 1872.' So far as we can figure out the totals, the sum of £1,155,628 19s 5d, being more than twice the estimated revenue of the colony for 1871-72. Thus, we grow in extravagance, as we grow in years. We are a great country; and all the world shall know it, for if a train, all the world is likely to have of us some day, and pay our debts. And the report, if we do not err egregiously, will not be flattering to: [479, 36, 636, 1552]
- advertisement: WANTED KNOWN.—THE BREAKFAST can be had at Hart's, at 6 o'clock at James' Q.C.E., Brown-street.: [327, 1495, 473, 1535]
- table-cell: All Nations: [484, 672, 517, 681]
- table-cell: 24,000: [550, 740, 570, 749]
- table-cell: 4 6: [621, 792, 630, 801]
- table-cell: 12,000: [550, 732, 570, 741]
- advertisement: ST. GEORGE'S HALL. THE above Hall is now available for BALLS, CONCERTS, MEETINGS, &c. Terms Moderate. Apply on the Premises.: [170, 1448, 316, 1503]
- table-cell: 10 0: [574, 843, 587, 852]
- arrivals-list: Golden Crown, p.s., 209, Ellis, Auckland, passengers. Lady Bowen, p.s., 29, Adams, Auckland, general cargo. Challenger, p.s., 26, Murray, Coromandel, passengers. Tiri Tiri, ketch, 19, Twalter, Auckland, bricks. Sting cutter, 18, Jones, Auckland, bricks. Miranda, cutter, 23, Ricketts, Wanganui, timber. Dee, cutter, 10, Williams, Auckland, chaff. Henry, cutter, 14, Bowen, Auckland, timber. Fly, cutter, 8, Stilwell, Tararu, firewood. Severn, cutter, 19, Crouch, Auckland, general cargo.: [484, 85, 630, 205]
- advertisement: WANTED, a RUNNER for the TARARU DISTRICT. Good wages given. Apply office of this paper.: [327, 1145, 473, 1185]
- commercial-heading: COMMERCIAL.: [491, 376, 623, 392]
- table-cell: Tokatea: [484, 826, 507, 835]
- table-cell: Crown Prince: [484, 723, 523, 732]
- newspaper-title: THE THAMES GUARDIAN AND MINING RECORD: [298, 4, 736, 23]
- table-cell: Bright Smile: [484, 689, 520, 698]
- table-cell: 24,000: [550, 698, 570, 707]
- table-cell: Imperial: [484, 758, 508, 767]
- table-cell: 54,000: [550, 672, 570, 681]
- advertisement: WANTED KNOWN.—That Hats and Bonnets can be re-trimmed and Ladies' Millinery at the lowest rates at James Q.C.E., Brown-street.: [327, 1215, 473, 1265]
- table-cell: 15 Jan.: [594, 843, 615, 852]
- table-row: [484, 741, 630, 750]
- section-heading: Wanteds.: [327, 973, 473, 987]
- table-cell: Waiotahi: [484, 843, 510, 852]
- table-cell: 3 0: [621, 783, 630, 792]
- dividends-table: [484, 661, 630, 852]
- advertisement: DANGEROUS GOODS ACT, 1869. DEALERS in KEROSINE are reminded that their LICENSES have EXPIRED and that they may have the licenses for their present year on application at the office, Sealey-street. Fee for six months, £1 1s. J. BURGESS, Chairman, Kauaeranga District Board. Shortland, Jan. 5, 1872.: [13, 1086, 159, 1204]
- table-cell: 40 0: [617, 800, 630, 809]
- table-cell: 13 Dec.: [592, 758, 615, 767]
- table-row: [484, 835, 630, 844]
- table-cell: 29 Dec.: [592, 792, 615, 801]
- table-cell: 1 6: [577, 783, 587, 792]
- table-cell: 1 0: [577, 792, 587, 801]
- advertisement: THE Advertiser WISHES to MAKE the ACQUAINTANCE of a Respectable and Intelligent YOUNG LADY, with a view to Matrimony.— Address 'J. E. L.', Office of this paper.: [170, 497, 316, 557]
- departures-list: Golden Crown, p.s., 209, Ellis, Auckland, passengers. Challenger, p.s., 26, Murray, Coromandel, passengers. Lady Bowen, p.s., 29, Adams, Auckland, passengers. Catherine, cutter, 16, Roderick, Auckland, ballast. Minnie, cutter, 13, Anderson, Auckland, ballast. Wanganui, cutter, 31, Coromandel, Auckland, ballast. Dragon, cutter, 16, Kasper, Auckland, ballast. Mary Ann, ketch, 10, Stewart, Auckland, ballast. Miranda, cutter, 23, Ricketts, Wanganui, ballast.: [484, 241, 630, 361]
- table-cell: 2 6: [577, 826, 587, 835]
- table-cell: 3 Jan.: [597, 723, 615, 732]
- table-cell: Caledonian: [484, 698, 516, 707]
- dividends-heading: DIVIDEND-PAYING CLAIMS.: [495, 647, 619, 658]
- section-heading: Official Notices.: [170, 920, 316, 934]
- advertisement: SHORTLAND—UPPER AND LOWER TOWNSHIPS. FOR SALE—FREEHOLD ALLOTMENTS in Good Situation, Lower Township. Allotments to Let on Building Leases at Low Rates, Upper Township. Several Cottages for Sale. G. O'HALLORAN, Shortland Land Office.: [13, 972, 159, 1069]
- advertisement: DAVID PHILP Begs to intimate to his friends and the public that he undertakes the PURCHASE and SALE of SHARES. The most RELIABLE information will at all times be afforded to clients. DAVY STREET (Near Cash Palace).: [170, 557, 316, 654]
- table-row: [484, 792, 630, 801]
- table-cell: 5 0: [577, 817, 587, 826]
- advertisement: GOLDEN CALF GOLD MINING COMPANY (REGISTERED). A CALL (5th) of One Shilling per Scrip Share has been made in above Company, payable at the Company's Office, on or before SATURDAY, 20th inst. R. MCDONALD SCOTT, Manager. Grahamstown Stock Exchange, Owen-street, January 4, 1872.: [327, 53, 473, 172]
- table-cell: 13 6: [617, 749, 630, 758]
- advertisement: CATHOLIC CHURCH, WILLOUGHBY STREET, SHORTLAND. TO-MORROW (Sunday), the Rev. Father NIVARD will CONTINUE his LECTURES on the BIBLE, at Vespers, at 7 o'clock.: [170, 53, 316, 119]
- table-row: [484, 690, 630, 699]
- advertisement: WANTED, a Respectable SERVANT-GIRL.—Apply office of this paper.: [327, 1185, 473, 1215]
- advertisement: WANTED, a GENERAL SERVANT.— Apply between 1 and 2 p.m. to Mrs Gibbons, Beach, Shortland.: [327, 1105, 473, 1145]
- table-cell: City of London: [484, 715, 528, 724]
- table-cell: 7 0: [577, 800, 587, 809]
- advertisement: FOR SALE. THE LEASE of Three-quarters of an Acre of LAND, fronting the Terrace, Hape Creek, Shortland, with a Commodious DWELLING-HOUSE and a Good Well of Water. For particulars apply to WAYMOUTH & CO., Albert-street.: [13, 292, 159, 376]
